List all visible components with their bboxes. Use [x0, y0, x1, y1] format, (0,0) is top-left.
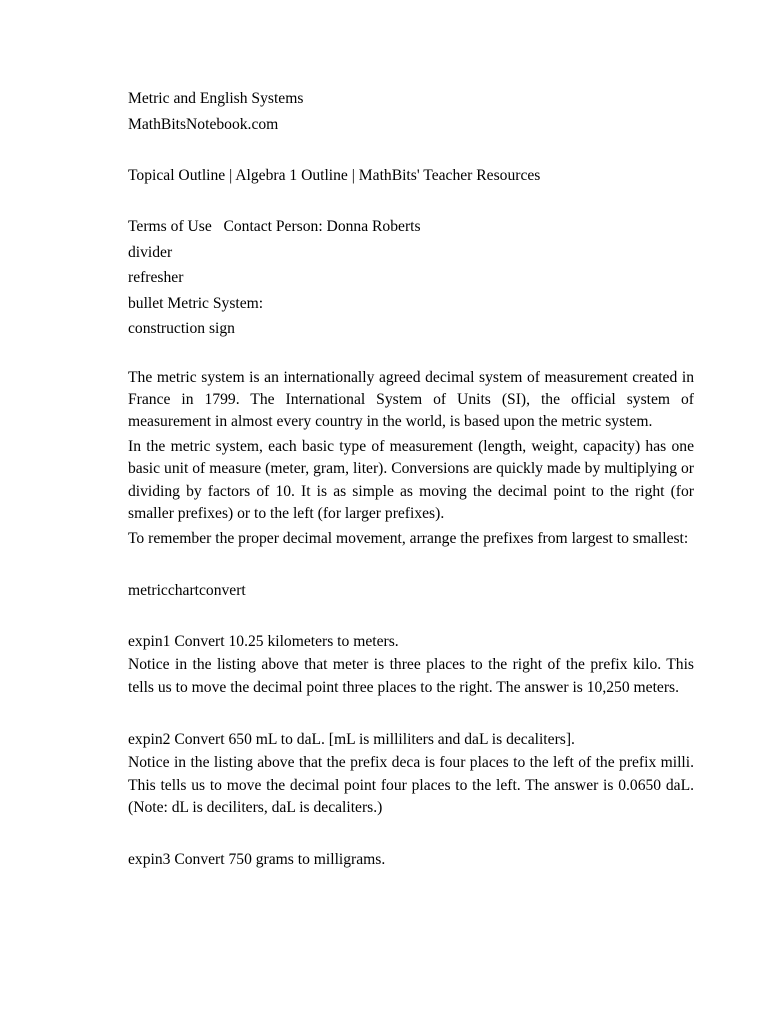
example-1-body: Notice in the listing above that meter is three places to the right of the prefix kilo. This tells us to move the decimal point three places to the right. The answer is 10,250 meters. — [128, 656, 694, 696]
divider-image-alt: divider — [128, 243, 173, 261]
site-name: MathBitsNotebook.com — [128, 115, 279, 133]
metric-chart-image-alt: metricchartconvert — [128, 582, 246, 600]
spacer — [128, 553, 694, 578]
nav-links[interactable]: Topical Outline | Algebra 1 Outline | MathBits' Teacher Resources — [128, 166, 541, 184]
intro-paragraph-3: To remember the proper decimal movement, arrange the prefixes from largest to smallest: — [128, 529, 689, 547]
page-title: Metric and English Systems — [128, 90, 304, 107]
document-page — [128, 86, 694, 873]
spacer — [128, 137, 694, 163]
example-2-title: expin2 Convert 650 mL to daL. [mL is milliliters and daL is decaliters]. — [128, 730, 575, 748]
intro-paragraph-2: In the metric system, each basic type of measurement (length, weight, capacity) has one basic unit of measure (meter, gram, liter). Conversions are quickly made by multiplying or dividing by factors of 10. It is as simple as moving the decimal point to the right (for smaller prefixes) or to the left (for larger prefixes). — [128, 438, 694, 522]
spacer — [128, 342, 694, 368]
example-2-body: Notice in the listing above that the prefix deca is four places to the left of the prefix milli. This tells us to move the decimal point four places to the left. The answer is 0.0650 daL. (Note: dL is deciliters, daL is decaliters.) — [128, 754, 694, 816]
terms-contact-line[interactable]: Terms of Use Contact Person: Donna Roberts — [128, 217, 421, 235]
example-3-title: expin3 Convert 750 grams to milligrams. — [128, 850, 386, 868]
refresher-image-alt: refresher — [128, 269, 184, 287]
example-1-title: expin1 Convert 10.25 kilometers to meters. — [128, 632, 399, 650]
intro-paragraph-1: The metric system is an internationally agreed decimal system of measurement created in France in 1799. The International System of Units (SI), the official system of measurement in almost every country in the world, is based upon the metric system. — [128, 368, 694, 430]
spacer — [128, 702, 694, 727]
spacer — [128, 188, 694, 214]
spacer — [128, 604, 694, 629]
construction-sign-alt: construction sign — [128, 320, 235, 338]
section-heading: bullet Metric System: — [128, 294, 264, 312]
spacer — [128, 822, 694, 847]
